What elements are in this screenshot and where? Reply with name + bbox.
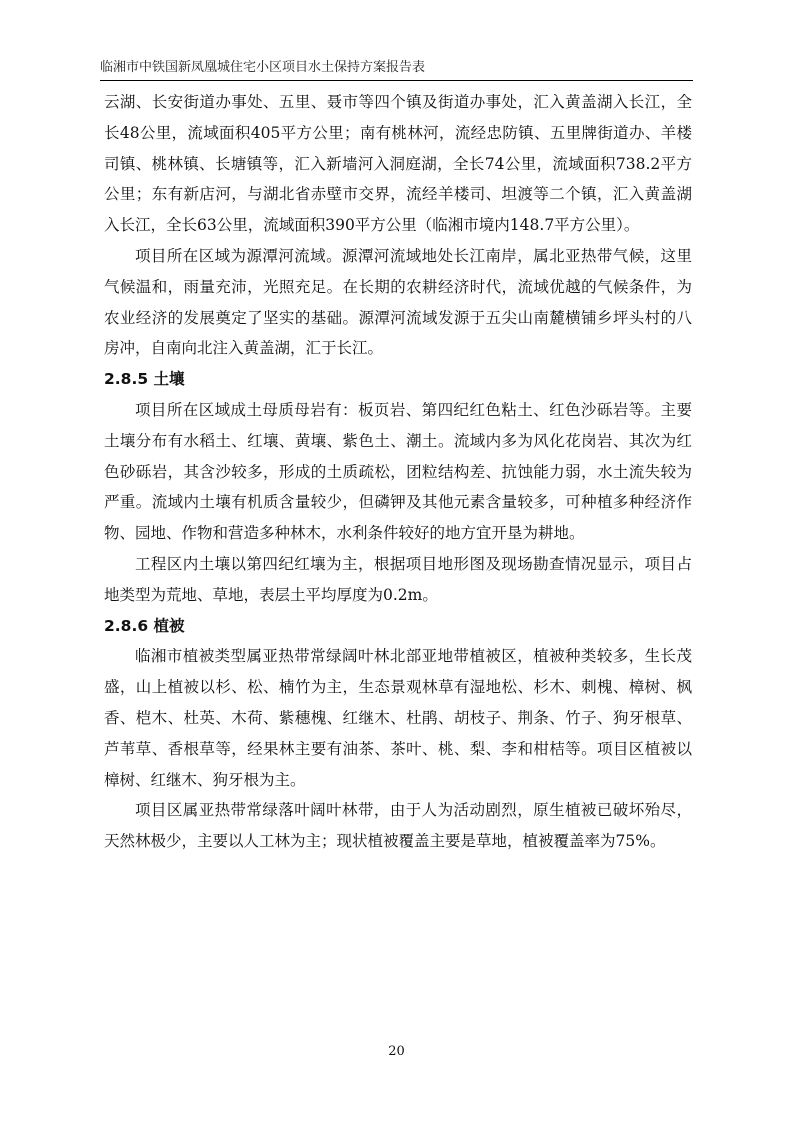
paragraph-rivers: 云湖、长安街道办事处、五里、聂市等四个镇及街道办事处，汇入黄盖湖入长江，全长48公里，流域面积405平方公里；南有桃林河，流经忠防镇、五里牌街道办、羊楼司镇、桃林镇、长塘镇等，汇入新墙河入洞庭湖，全长74公里，流域面积738.2平方公里；东有新店河，与湖北省赤壁市交界，流经羊楼司、坦渡等二个镇，汇入黄盖湖入长江，全长63公里，流域面积390平方公里（临湘市境内148.7平方公里）。 — [104, 93, 692, 235]
paragraph-basin: 项目所在区域为源潭河流域。源潭河流域地处长江南岸，属北亚热带气候，这里气候温和，雨量充沛，光照充足。在长期的农耕经济时代，流域优越的气候条件，为农业经济的发展奠定了坚实的基础。源潭河流域发源于五尖山南麓横铺乡坪头村的八房冲，自南向北注入黄盖湖，汇于长江。 — [104, 246, 692, 358]
section-heading-soil: 2.8.5 土壤 — [104, 370, 185, 389]
section-heading-vegetation: 2.8.6 植被 — [104, 616, 185, 635]
paragraph-vegetation-types: 临湘市植被类型属亚热带常绿阔叶林北部亚地带植被区，植被种类较多，生长茂盛，山上植被以杉、松、楠竹为主，生态景观林草有湿地松、杉木、刺槐、樟树、枫香、桤木、杜英、木荷、紫穗槐、红继木、杜鹃、胡枝子、荆条、竹子、狗牙根草、芦苇草、香根草等，经果林主要有油茶、茶叶、桃、梨、李和柑桔等。项目区植被以樟树、红继木、狗牙根为主。 — [104, 647, 692, 789]
document-title: 临湘市中铁国新凤凰城住宅小区项目水土保持方案报告表 — [100, 60, 426, 75]
paragraph-soil-site: 工程区内土壤以第四纪红壤为主，根据项目地形图及现场勘查情况显示，项目占地类型为荒地、草地，表层土平均厚度为0.2m。 — [104, 554, 692, 604]
document-body — [104, 87, 692, 857]
paragraph-vegetation-site: 项目区属亚热带常绿落叶阔叶林带，由于人为活动剧烈，原生植被已破坏殆尽，天然林极少，主要以人工林为主；现状植被覆盖主要是草地，植被覆盖率为75%。 — [104, 801, 692, 851]
paragraph-soil-types: 项目所在区域成土母质母岩有：板页岩、第四纪红色粘土、红色沙砾岩等。主要土壤分布有水稻土、红壤、黄壤、紫色土、潮土。流域内多为风化花岗岩、其次为红色砂砾岩，其含沙较多，形成的土质疏松，团粒结构差、抗蚀能力弱，水土流失较为严重。流域内土壤有机质含量较少，但磷钾及其他元素含量较多，可种植多种经济作物、园地、作物和营造多种林木，水利条件较好的地方宜开垦为耕地。 — [104, 400, 692, 543]
page-header — [100, 58, 693, 81]
page-number: 20 — [388, 1044, 405, 1059]
